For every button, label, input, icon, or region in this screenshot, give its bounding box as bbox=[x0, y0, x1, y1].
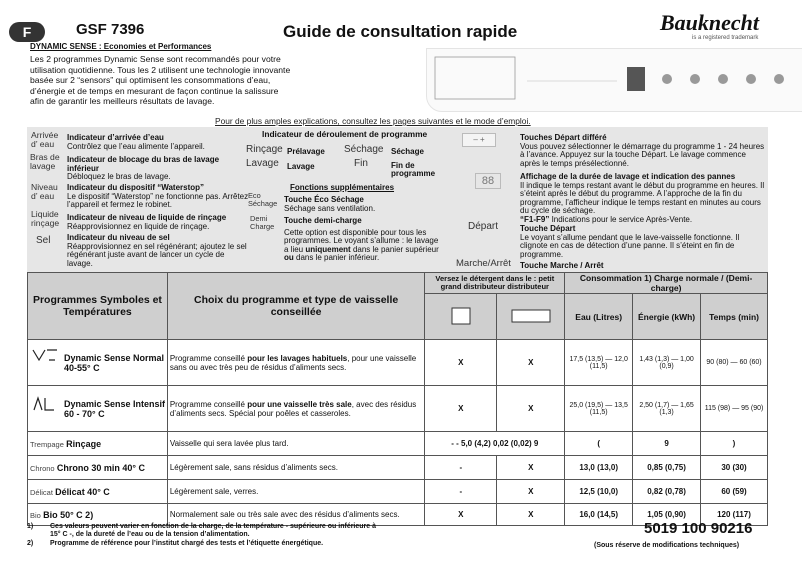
label-water-level: Niveau d’ eau bbox=[31, 182, 58, 201]
fault-desc: Indications pour le service Après-Vente. bbox=[551, 214, 693, 224]
indicator-waterstop bbox=[67, 184, 252, 210]
programme-symbol: Bio bbox=[30, 510, 41, 520]
table-row bbox=[28, 340, 768, 386]
display-desc: Il indique le temps restant avant le début du programme en heures. Il s’éteint après le début du programme. A l’approche de la fin du programme, l’afficheur indique le temps restant en minutes au cours du cycle de séchage. bbox=[520, 180, 765, 216]
extra-half-load bbox=[284, 217, 444, 263]
brand-logo: Bauknecht bbox=[660, 10, 760, 35]
footnote-1-number: 1) bbox=[27, 523, 34, 530]
label-rinse-aid: Liquide rinçage bbox=[31, 209, 60, 228]
label-water-supply: Arrivée d’ eau bbox=[31, 130, 59, 149]
extra-title: Touche Éco Séchage bbox=[284, 195, 364, 204]
progress-heading: Indicateur de déroulement de programme bbox=[262, 129, 428, 139]
display-info bbox=[520, 173, 765, 225]
start-title: Touche Départ bbox=[520, 224, 576, 233]
label-half-load: Demi Charge bbox=[250, 214, 275, 231]
progress-drying: Séchage bbox=[391, 147, 424, 156]
header-programmes: Programmes Symboles et Températures bbox=[28, 273, 168, 340]
energy-value: 0,85 (0,75) bbox=[633, 456, 701, 480]
onoff-title: Touche Marche / Arrêt bbox=[520, 261, 604, 270]
reserve-note: (Sous réserve de modifications techniques) bbox=[594, 542, 740, 549]
extra-functions-heading: Fonctions supplémentaires bbox=[290, 183, 395, 192]
control-panel-drawing bbox=[427, 49, 802, 111]
lcd-display: 88 bbox=[475, 173, 501, 189]
programme-name: Délicat 40° C bbox=[55, 486, 110, 497]
programme-cell bbox=[28, 432, 168, 456]
programme-symbol: Délicat bbox=[30, 487, 53, 497]
indicator-title: Indicateur du niveau de sel bbox=[67, 233, 170, 242]
display-title: Affichage de la durée de lavage et indication des pannes bbox=[520, 172, 736, 181]
control-panel-illustration bbox=[426, 48, 802, 112]
programme-name: Dynamic Sense Intensif 60 - 70° C bbox=[28, 386, 168, 432]
energy-value: 1,43 (1,3) — 1,00 (0,9) bbox=[633, 340, 701, 386]
desc-part: Programme conseillé bbox=[169, 399, 248, 409]
brand-trademark: is a registered trademark bbox=[692, 35, 759, 41]
label-wash: Lavage bbox=[246, 158, 279, 169]
programme-name: Rinçage bbox=[66, 438, 102, 449]
header-detergent: Versez le détergent dans le : petit grand distributeur distributeur bbox=[425, 273, 565, 294]
delay-title: Touches Départ différé bbox=[520, 133, 607, 142]
programme-description bbox=[167, 386, 425, 432]
energy-value: 1,05 (0,90) bbox=[633, 504, 701, 526]
programme-name: Chrono 30 min 40° C bbox=[56, 462, 145, 473]
dynamic-sense-normal-icon bbox=[32, 348, 58, 362]
indicator-water-supply bbox=[67, 134, 252, 151]
extra-desc: Séchage sans ventilation. bbox=[284, 203, 376, 213]
indicator-desc: Réapprovisionnez en sel régénérant; ajoutez le sel régénérant juste avant de lancer un cycle de lavage. bbox=[67, 241, 247, 268]
programme-symbol: Chrono bbox=[30, 463, 55, 473]
programme-description: Vaisselle qui sera lavée plus tard. bbox=[167, 432, 425, 456]
programme-table bbox=[27, 272, 768, 526]
water-value: ( bbox=[565, 432, 633, 456]
programme-name: Bio 50° C 2) bbox=[43, 509, 94, 520]
header-energy: Énergie (kWh) bbox=[633, 294, 701, 340]
programme-cell bbox=[28, 456, 168, 480]
big-dispenser: X bbox=[497, 386, 565, 432]
label-wash-arm: Bras de lavage bbox=[30, 152, 60, 171]
intro-text: Les 2 programmes Dynamic Sense sont recommandés pour votre utilisation quotidienne. Tous les 2 utilisent une technologie innovante basée sur 2 “sensors” qui optimisent les consommations d’eau, d’énergie et de temps en mesurant de façon continue la salissure afin de garantir les meilleurs résultats de lavage. bbox=[30, 54, 291, 107]
programme-name: Dynamic Sense Normal 40-55° C bbox=[28, 340, 168, 386]
energy-value: 0,82 (0,78) bbox=[633, 480, 701, 504]
water-value: 16,0 (14,5) bbox=[565, 504, 633, 526]
water-value: 17,5 (13,5) — 12,0 (11,5) bbox=[565, 340, 633, 386]
label-rinse: Rinçage bbox=[246, 144, 283, 155]
half-load-emph: uniquement bbox=[305, 244, 351, 254]
programme-symbol: Trempage bbox=[30, 439, 64, 449]
label-end: Fin bbox=[354, 158, 368, 169]
time-value: ) bbox=[701, 432, 768, 456]
intro-heading: DYNAMIC SENSE : Economies et Performances bbox=[30, 42, 212, 51]
water-value: 12,5 (10,0) bbox=[565, 480, 633, 504]
big-dispenser: X bbox=[497, 340, 565, 386]
indicator-desc: Débloquez le bras de lavage. bbox=[67, 172, 171, 182]
energy-value: 2,50 (1,7) — 1,65 (1,3) bbox=[633, 386, 701, 432]
half-load-desc-part: dans le panier inférieur. bbox=[296, 253, 380, 263]
desc-part: , avec des résidus d’aliments secs. Spécial pour poêles et casseroles. bbox=[169, 399, 417, 418]
model-number: GSF 7396 bbox=[76, 21, 145, 38]
indicator-title: Indicateur de niveau de liquide de rinçage bbox=[67, 213, 227, 222]
progress-end: Fin de programme bbox=[391, 161, 436, 178]
indicator-desc: Contrôlez que l’eau alimente l’appareil. bbox=[67, 141, 205, 151]
indicator-title: Indicateur du dispositif “Waterstop” bbox=[67, 183, 205, 192]
label-drying: Séchage bbox=[344, 144, 384, 155]
header-consumption: Consommation 1) Charge normale / (Demi-charge) bbox=[565, 273, 768, 294]
small-dispenser: X bbox=[425, 386, 497, 432]
time-value: 120 (117) bbox=[701, 504, 768, 526]
half-load-desc-part: dans le panier supérieur bbox=[352, 244, 439, 254]
start-info bbox=[520, 225, 765, 259]
big-dispenser: X bbox=[497, 456, 565, 480]
progress-prewash: Prélavage bbox=[287, 147, 325, 156]
footnote-2: Programme de référence pour l’institut chargé des tests et l’étiquette énergétique. bbox=[50, 540, 324, 547]
header-choice: Choix du programme et type de vaisselle conseillée bbox=[167, 273, 425, 340]
label-eco-drying: Eco Séchage bbox=[248, 191, 278, 208]
programme-description: Légèrement sale, verres. bbox=[167, 480, 425, 504]
fault-codes: “F1-F9” bbox=[520, 214, 550, 224]
big-dispenser: X bbox=[497, 504, 565, 526]
table-row bbox=[28, 386, 768, 432]
footnote-1: Ces valeurs peuvent varier en fonction de la charge, de la température - supérieure ou inférieure à 15° C -, de la dureté de l’eau ou de la tension d’alimentation. bbox=[50, 523, 376, 538]
programme-cell bbox=[28, 480, 168, 504]
time-value: 30 (30) bbox=[701, 456, 768, 480]
language-badge: F bbox=[9, 22, 45, 42]
page-title: Guide de consultation rapide bbox=[283, 22, 518, 41]
indicator-title: Indicateur d’arrivée d’eau bbox=[67, 133, 164, 142]
see-more-note: Pour de plus amples explications, consultez les pages suivantes et le mode d’emploi. bbox=[215, 116, 531, 126]
table-row bbox=[28, 432, 768, 456]
small-dispenser: - bbox=[425, 480, 497, 504]
header-water: Eau (Litres) bbox=[565, 294, 633, 340]
rinse-values: - - 5,0 (4,2) 0,02 (0,02) 9 bbox=[425, 432, 565, 456]
big-dispenser: X bbox=[497, 480, 565, 504]
programme-description bbox=[167, 340, 425, 386]
label-start: Départ bbox=[468, 221, 499, 232]
table-row bbox=[28, 480, 768, 504]
small-dispenser-icon bbox=[425, 294, 497, 340]
indicator-desc: Réapprovisionnez en liquide de rinçage. bbox=[67, 221, 210, 231]
extra-eco-drying bbox=[284, 196, 434, 213]
delay-start-info bbox=[520, 134, 765, 168]
big-dispenser-icon bbox=[497, 294, 565, 340]
water-value: 25,0 (19,5) — 13,5 (11,5) bbox=[565, 386, 633, 432]
time-value: 60 (59) bbox=[701, 480, 768, 504]
desc-part: , pour une vaisselle sans ou avec très peu de résidus d’aliments secs. bbox=[169, 353, 417, 372]
dynamic-sense-intensive-icon bbox=[32, 396, 58, 412]
desc-emph: pour les lavages habituels bbox=[247, 353, 348, 363]
indicator-wash-arm bbox=[67, 156, 252, 182]
programme-description: Normalement sale ou très sale avec des résidus d’aliments secs. bbox=[167, 504, 425, 526]
half-load-emph: ou bbox=[284, 253, 294, 263]
indicator-desc: Le dispositif “Waterstop” ne fonctionne pas. Arrêtez l’appareil et fermez le robinet. bbox=[67, 191, 249, 210]
water-value: 13,0 (13,0) bbox=[565, 456, 633, 480]
small-dispenser: - bbox=[425, 456, 497, 480]
half-load-desc-part: Cette option est disponible pour tous les programmes. Le voyant s’allume : le lavage a lieu bbox=[284, 227, 439, 254]
table-row bbox=[28, 456, 768, 480]
label-salt: Sel bbox=[36, 235, 51, 246]
programme-description: Légèrement sale, sans résidus d’aliments secs. bbox=[167, 456, 425, 480]
progress-wash: Lavage bbox=[287, 162, 315, 171]
indicator-rinse-aid bbox=[67, 214, 252, 231]
start-desc: Le voyant s’allume pendant que le lave-vaisselle fonctionne. Il clignote en cas de détection d’une panne. Il s’éteint en fin de programme. bbox=[520, 232, 740, 259]
indicator-salt bbox=[67, 234, 252, 268]
desc-emph: pour une vaisselle très sale bbox=[247, 399, 352, 409]
document-code: 5019 100 90216 bbox=[644, 520, 753, 537]
energy-value: 9 bbox=[633, 432, 701, 456]
delay-desc: Vous pouvez sélectionner le démarrage du programme 1 - 24 heures à l’avance. Appuyez sur la touche Départ. Le lavage commence après le temps présélectionné. bbox=[520, 141, 765, 168]
delay-buttons: – + bbox=[462, 133, 496, 147]
time-value: 90 (80) — 60 (60) bbox=[701, 340, 768, 386]
indicator-title: Indicateur de blocage du bras de lavage inférieur bbox=[67, 155, 220, 173]
desc-part: Programme conseillé bbox=[169, 353, 248, 363]
small-dispenser: X bbox=[425, 340, 497, 386]
header-time: Temps (min) bbox=[701, 294, 768, 340]
time-value: 115 (98) — 95 (90) bbox=[701, 386, 768, 432]
small-dispenser: X bbox=[425, 504, 497, 526]
extra-title: Touche demi-charge bbox=[284, 216, 362, 225]
label-on-off: Marche/Arrêt bbox=[456, 258, 511, 269]
footnote-2-number: 2) bbox=[27, 540, 34, 547]
extra-desc bbox=[284, 229, 444, 263]
